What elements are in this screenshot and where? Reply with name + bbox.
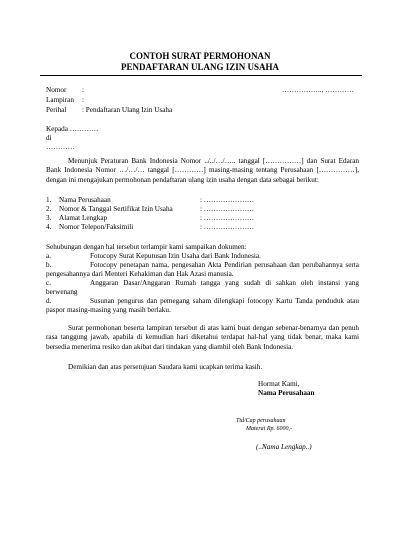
recipient-di: di [46, 134, 52, 142]
lampiran-value: : [82, 96, 84, 104]
perihal-value: : Pendaftaran Ulang Izin Usaha [82, 106, 173, 114]
field-label: Alamat Lengkap [59, 214, 108, 222]
field-value: : ………………… [200, 196, 255, 204]
title-underline [40, 75, 362, 76]
nomor-value: : [82, 86, 84, 94]
document-letter: c. [46, 279, 51, 287]
field-value: : ………………… [200, 223, 255, 231]
signature-name: (..Nama Lengkap..) [256, 443, 312, 451]
document-title-line1: CONTOH SURAT PERMOHONAN [129, 51, 271, 61]
nomor-label: Nomor [46, 86, 67, 94]
document-item: Anggaran Dasar/Anggaran Rumah tangga yang sudah di sahkan oleh instansi yang berwenang [46, 279, 359, 297]
field-label: Nama Perusahaan [59, 196, 111, 204]
document-title-line2: PENDAFTARAN ULANG IZIN USAHA [120, 62, 280, 72]
field-label: Nomor Telepon/Faksimili [59, 223, 134, 231]
signature-company: Nama Perusahaan [258, 389, 315, 397]
document-letter: a. [46, 252, 51, 260]
date-place: …………….., ………… [282, 86, 354, 94]
stamp-note: Ttd/Cap perusahaan [236, 418, 286, 424]
recipient-place: ………… [46, 143, 75, 151]
field-number: 3. [46, 214, 52, 222]
field-number: 4. [46, 223, 52, 231]
document-letter: b. [46, 261, 52, 269]
field-value: : ………………… [200, 205, 255, 213]
lampiran-label: Lampiran [46, 96, 74, 104]
field-number: 2. [46, 205, 52, 213]
perihal-label: Perihal [46, 106, 67, 114]
document-item: Susunan pengurus dan pemegang saham dilengkapi fotocopy Kartu Tanda penduduk atau paspor masing-masing yang masih berlaku. [46, 297, 359, 315]
paragraph-intro: Menunjuk Peraturan Bank Indonesia Nomor ../../…/….. tanggal [……………] dan Surat Edaran Bank Indonesia Nomor …/…/… tanggal […………] masing-masing tentang Perusahaan [……………], dengan ini mengajukan permohonan pendaftaran ulang izin usaha dengan data sebagai berikut: [46, 157, 359, 184]
paragraph-documents-intro: Sehubungan dengan hal tersebut terlampir kami sampaikan dokumen: [46, 243, 247, 251]
recipient-kepada: Kepada ………… [46, 125, 99, 133]
paragraph-closing: Demikian dan atas persetujuan Saudara kami ucapkan terima kasih. [68, 363, 263, 371]
field-value: : ………………… [200, 214, 255, 222]
stamp-materai: Materai Rp. 6000,- [246, 426, 292, 432]
paragraph-declaration: Surat permohonan beserta lampiran tersebut di atas kami buat dengan sebenar-benarnya dan penuh rasa tanggung jawab, apabila di kemudian hari diketahui terdapat hal-hal yang tidak benar, maka kami bersedia menerima resiko dan akibat dari tindakan yang diambil oleh Bank Indonesia. [46, 324, 359, 351]
signature-closing: Hormat Kami, [258, 380, 300, 388]
field-number: 1. [46, 196, 52, 204]
document-item: Fotocopy penetapan nama, pengesahan Akta Pendirian perusahaan dan perubahannya serta pengesahannya dari Menteri Kehakiman dan Hak Azasi manusia. [46, 261, 359, 279]
document-item: Fotocopy Surat Keputusan Izin Usaha dari Bank Indonesia. [90, 252, 261, 260]
document-letter: d. [46, 297, 52, 305]
field-label: Nomor & Tanggal Sertifikat Izin Usaha [59, 205, 173, 213]
